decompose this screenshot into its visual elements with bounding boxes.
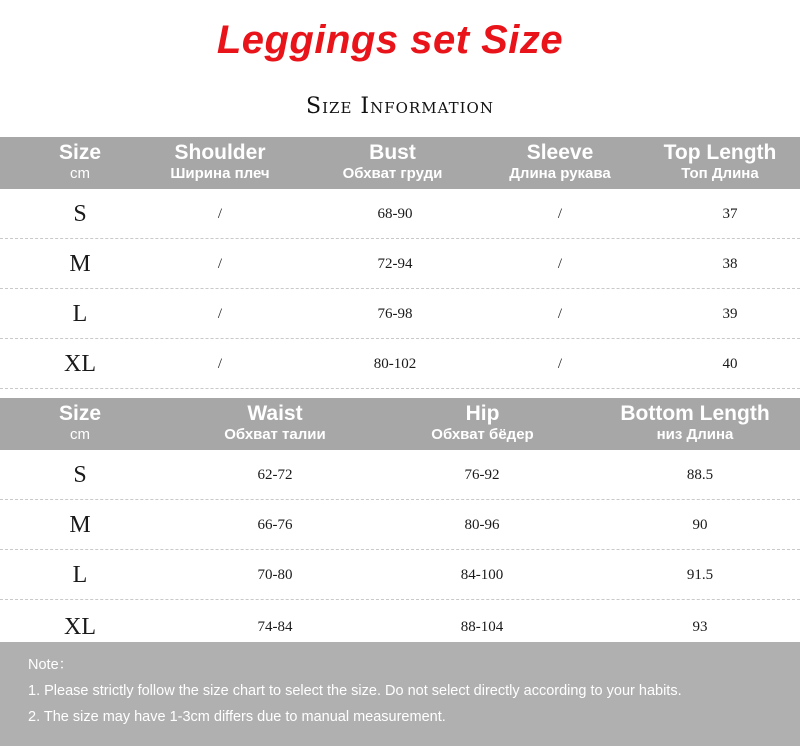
cell-hip: 84-100: [460, 567, 504, 583]
cell-bottom-length: 88.5: [686, 467, 714, 483]
cell-top-length: 40: [722, 356, 738, 372]
header-size: Size cm: [58, 402, 102, 443]
cell-sleeve: /: [557, 356, 563, 372]
header-bust: Bust Обхват груди: [342, 141, 443, 182]
cell-waist: 74-84: [257, 619, 293, 635]
note-line-1: 1. Please strictly follow the size chart to select the size. Do not select directly according to your habits.: [28, 683, 682, 699]
cell-shoulder: /: [217, 306, 223, 322]
header-size: Size cm: [58, 141, 102, 182]
cell-waist: 62-72: [257, 467, 293, 483]
cell-size: M: [69, 251, 91, 277]
cell-size: XL: [64, 351, 96, 377]
cell-sleeve: /: [557, 256, 563, 272]
cell-size: S: [73, 462, 87, 488]
cell-size: L: [72, 301, 88, 327]
cell-hip: 80-96: [464, 517, 500, 533]
page-title: Leggings set Size: [216, 18, 564, 62]
cell-shoulder: /: [217, 206, 223, 222]
cell-bust: 80-102: [373, 356, 417, 372]
table-row: [0, 239, 800, 289]
cell-size: M: [69, 512, 91, 538]
table-row: [0, 339, 800, 389]
cell-sleeve: /: [557, 306, 563, 322]
cell-size: XL: [64, 614, 96, 640]
table-row: [0, 189, 800, 239]
table-row: [0, 289, 800, 339]
cell-sleeve: /: [557, 206, 563, 222]
cell-bust: 76-98: [377, 306, 413, 322]
cell-top-length: 38: [722, 256, 738, 272]
note-line-2: 2. The size may have 1-3cm differs due to manual measurement.: [28, 709, 446, 725]
header-waist: Waist Обхват талии: [224, 402, 326, 443]
table-row: [0, 500, 800, 550]
cell-hip: 88-104: [460, 619, 504, 635]
cell-top-length: 37: [722, 206, 738, 222]
cell-size: L: [72, 562, 88, 588]
cell-bottom-length: 93: [692, 619, 708, 635]
cell-top-length: 39: [722, 306, 738, 322]
note-heading: Note：: [28, 657, 74, 673]
header-sleeve: Sleeve Длина рукава: [509, 141, 611, 182]
cell-bust: 72-94: [377, 256, 413, 272]
header-top-length: Top Length Топ Длина: [663, 141, 777, 182]
section-subtitle: Size Information: [306, 94, 494, 119]
table-row: [0, 550, 800, 600]
cell-bust: 68-90: [377, 206, 413, 222]
cell-hip: 76-92: [464, 467, 500, 483]
header-shoulder: Shoulder Ширина плеч: [170, 141, 270, 182]
table-header: [0, 398, 800, 450]
note-box: [0, 642, 800, 746]
top-size-table: [0, 137, 800, 389]
cell-bottom-length: 91.5: [686, 567, 714, 583]
header-hip: Hip Обхват бёдер: [431, 402, 534, 443]
header-bottom-length: Bottom Length низ Длина: [620, 402, 770, 443]
cell-waist: 66-76: [257, 517, 293, 533]
bottom-size-table: [0, 398, 800, 654]
cell-shoulder: /: [217, 356, 223, 372]
cell-waist: 70-80: [257, 567, 293, 583]
cell-bottom-length: 90: [692, 517, 708, 533]
cell-shoulder: /: [217, 256, 223, 272]
table-header: [0, 137, 800, 189]
table-row: [0, 450, 800, 500]
cell-size: S: [73, 201, 87, 227]
